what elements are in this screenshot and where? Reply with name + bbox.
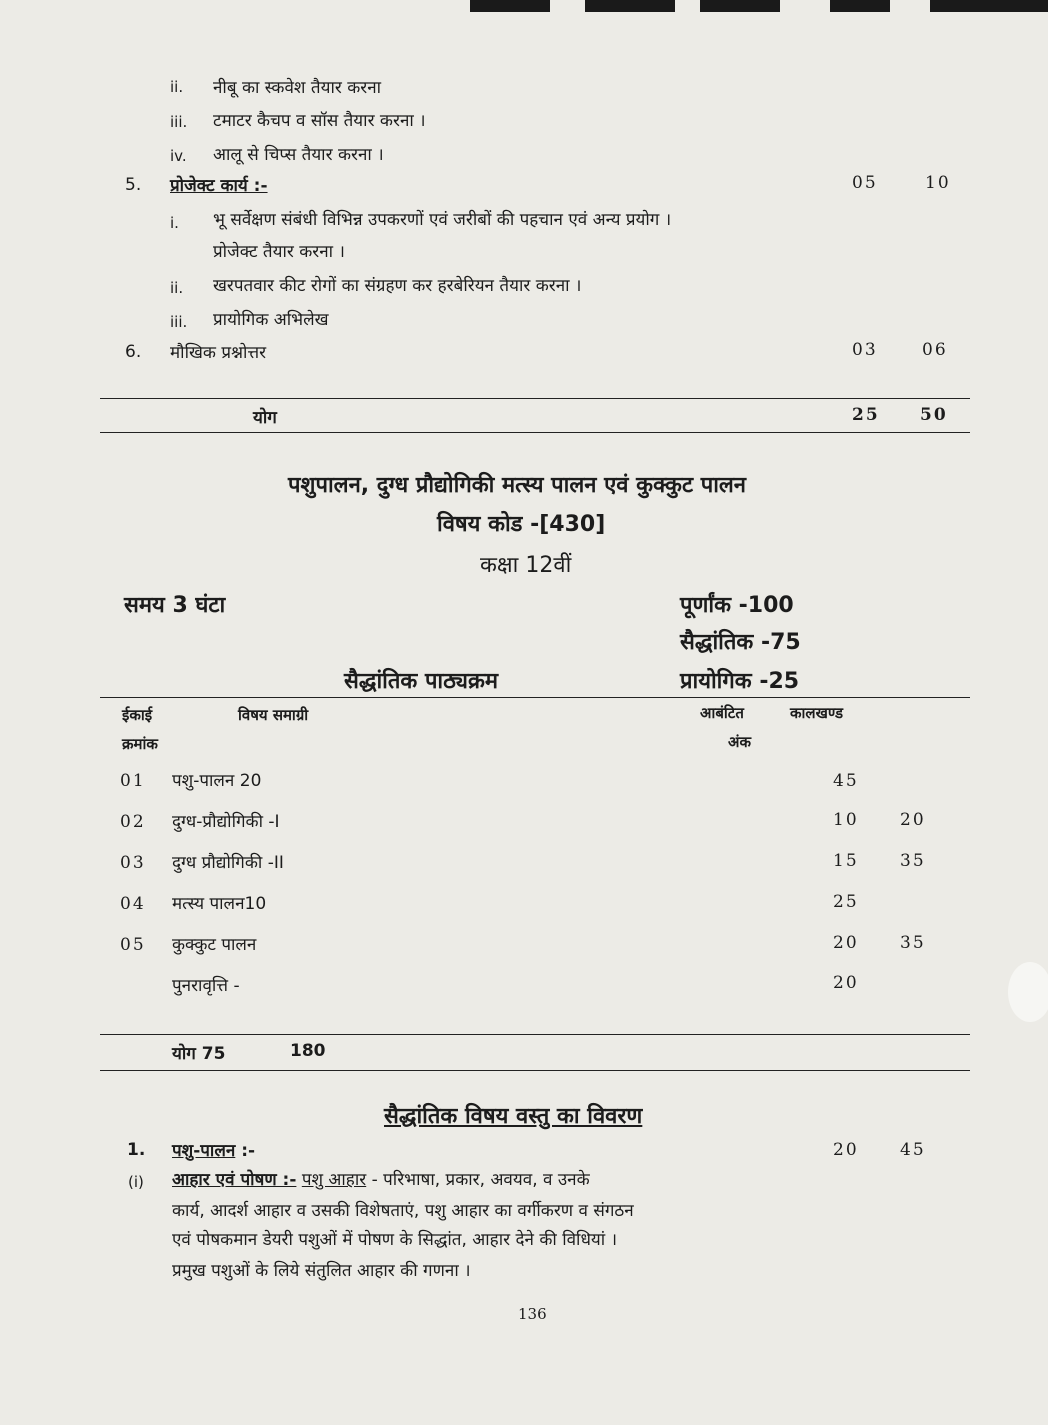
section-hours: 10 xyxy=(925,173,951,193)
sub-rest: - परिभाषा, प्रकार, अवयव, व उनके xyxy=(366,1170,590,1190)
body-line: एवं पोषकमान डेयरी पशुओं में पोषण के सिद्धांत, आहार देने की विधियां । xyxy=(172,1230,618,1250)
syllabus-heading: सैद्धांतिक पाठ्यक्रम xyxy=(344,669,499,694)
page-number: 136 xyxy=(518,1305,547,1323)
details-heading: सैद्धांतिक विषय वस्तु का विवरण xyxy=(384,1104,643,1129)
list-roman: iii. xyxy=(170,313,188,331)
sub-line xyxy=(172,1167,590,1190)
list-item: आलू से चिप्स तैयार करना । xyxy=(213,145,384,165)
table-row-no: 02 xyxy=(120,812,146,832)
section-title: प्रोजेक्ट कार्य :- xyxy=(170,176,268,196)
total-label: योग xyxy=(253,408,277,428)
section-number: 1. xyxy=(127,1140,146,1160)
subject-title: पशुपालन, दुग्ध प्रौद्योगिकी मत्स्य पालन एवं कुक्कुट पालन xyxy=(288,473,747,498)
paper-tear xyxy=(1008,962,1048,1022)
table-row-marks: 15 xyxy=(833,851,859,871)
full-marks: पूर्णांक -100 xyxy=(680,593,794,618)
list-item: नीबू का स्कवेश तैयार करना xyxy=(213,78,382,98)
table-row-subject: दुग्ध प्रौद्योगिकी -II xyxy=(172,853,284,873)
table-row-no: 01 xyxy=(120,771,146,791)
table-row-no: 04 xyxy=(120,894,146,914)
section-number: 5. xyxy=(125,175,142,195)
sub-term: पशु आहार xyxy=(301,1170,367,1190)
list-roman: ii. xyxy=(170,78,184,96)
section-number: 6. xyxy=(125,342,142,362)
theory-marks: सैद्धांतिक -75 xyxy=(680,630,801,655)
section-title-text: पशु-पालन xyxy=(172,1141,236,1161)
table-row-subject: कुक्कुट पालन xyxy=(172,935,257,955)
body-line: प्रमुख पशुओं के लिये संतुलित आहार की गणना । xyxy=(172,1261,471,1281)
table-total: योग 75 xyxy=(172,1044,226,1064)
section-title xyxy=(172,1138,255,1161)
scan-edge-mark xyxy=(470,0,550,12)
scan-edge-mark xyxy=(930,0,1048,12)
col-header-allotted: आबंटित xyxy=(700,704,744,722)
list-roman: iv. xyxy=(170,147,187,165)
table-row-no: 03 xyxy=(120,853,146,873)
sub-roman: (i) xyxy=(128,1173,144,1191)
table-row-marks: 20 xyxy=(833,973,859,993)
table-rule xyxy=(100,697,970,698)
section-marks: 20 xyxy=(833,1140,859,1160)
practical-marks: प्रायोगिक -25 xyxy=(680,669,800,694)
table-row-no: 05 xyxy=(120,935,146,955)
section-title-suffix: :- xyxy=(235,1141,256,1161)
total-marks: 25 xyxy=(852,405,880,425)
scan-edge-mark xyxy=(700,0,780,12)
scan-edge-mark xyxy=(830,0,890,12)
section-hours: 06 xyxy=(922,340,948,360)
table-rule xyxy=(100,432,970,433)
list-roman: i. xyxy=(170,214,179,232)
body-line: कार्य, आदर्श आहार व उसकी विशेषताएं, पशु आहार का वर्गीकरण व संगठन xyxy=(172,1201,634,1221)
list-roman: ii. xyxy=(170,279,184,297)
col-header-unit: क्रमांक xyxy=(122,735,158,753)
table-row-marks: 45 xyxy=(833,771,859,791)
table-row-marks: 20 xyxy=(833,933,859,953)
table-row-periods: 35 xyxy=(900,933,926,953)
table-row-marks: 25 xyxy=(833,892,859,912)
col-header-unit: ईकाई xyxy=(122,706,153,724)
list-item: खरपतवार कीट रोगों का संग्रहण कर हरबेरियन तैयार करना । xyxy=(213,276,582,296)
subject-code: विषय कोड -[430] xyxy=(437,512,606,537)
table-row-subject: पशु-पालन 20 xyxy=(172,771,262,791)
col-header-subject: विषय समाग्री xyxy=(238,706,309,724)
section-title: मौखिक प्रश्नोत्तर xyxy=(170,343,267,363)
table-row-periods: 35 xyxy=(900,851,926,871)
list-item: टमाटर कैचप व सॉस तैयार करना । xyxy=(213,111,426,131)
table-row-subject: मत्स्य पालन10 xyxy=(172,894,267,914)
list-item: भू सर्वेक्षण संबंधी विभिन्न उपकरणों एवं जरीबों की पहचान एवं अन्य प्रयोग । xyxy=(213,210,672,230)
exam-time: समय 3 घंटा xyxy=(124,593,226,618)
section-marks: 03 xyxy=(852,340,878,360)
table-row-marks: 10 xyxy=(833,810,859,830)
list-item: प्रोजेक्ट तैयार करना । xyxy=(213,242,345,262)
class-label: कक्षा 12वीं xyxy=(480,553,572,578)
table-rule xyxy=(100,398,970,399)
col-header-periods: कालखण्ड xyxy=(790,704,843,722)
col-header-allotted: अंक xyxy=(728,733,751,751)
list-roman: iii. xyxy=(170,113,188,131)
table-rule xyxy=(100,1034,970,1035)
scan-edge-mark xyxy=(585,0,675,12)
total-hours: 50 xyxy=(920,405,948,425)
table-row-periods: 20 xyxy=(900,810,926,830)
table-rule xyxy=(100,1070,970,1071)
table-row-subject: पुनरावृत्ति - xyxy=(172,976,240,996)
section-hours: 45 xyxy=(900,1140,926,1160)
section-marks: 05 xyxy=(852,173,878,193)
sub-title: आहार एवं पोषण :- xyxy=(172,1170,297,1190)
table-total-periods: 180 xyxy=(290,1041,326,1061)
table-row-subject: दुग्ध-प्रौद्योगिकी -I xyxy=(172,812,280,832)
list-item: प्रायोगिक अभिलेख xyxy=(213,310,329,330)
